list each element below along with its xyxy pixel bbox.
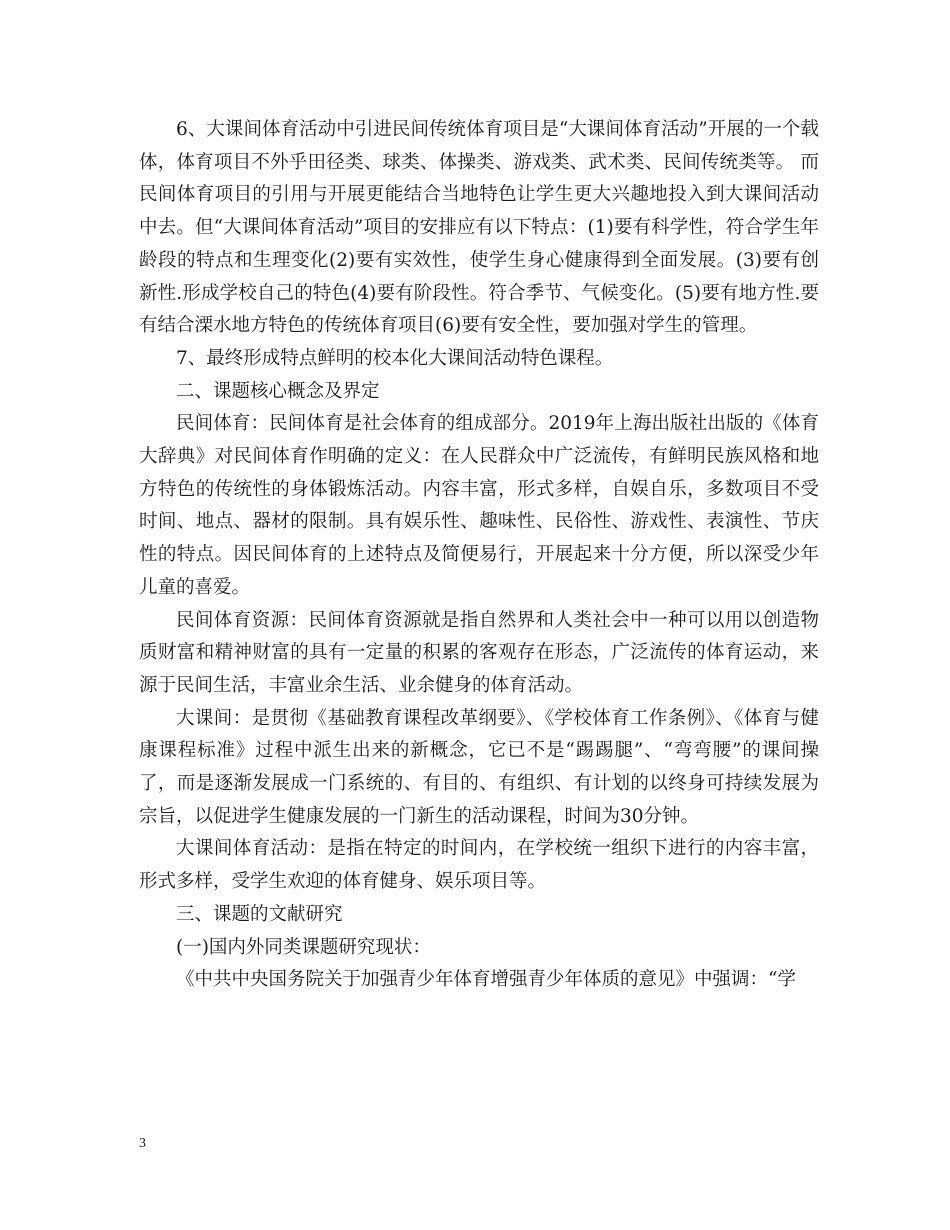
paragraph-folk-sports: 民间体育：民间体育是社会体育的组成部分。2019年上海出版社出版的《体育大辞典》对民间体育作明确的定义：在人民群众中广泛流传，有鲜明民族风格和地方特色的传统性的身体锻炼活动。内容丰富，形式多样，自娱自乐，多数项目不受时间、地点、器材的限制。具有娱乐性、趣味性、民俗性、游戏性、表演性、节庆性的特点。因民间体育的上述特点及简便易行，开展起来十分方便，所以深受少年儿童的喜爱。 [139, 413, 819, 598]
paragraph-folk-sports-resources: 民间体育资源：民间体育资源就是指自然界和人类社会中一种可以用以创造物质财富和精神财富的具有一定量的积累的客观存在形态，广泛流传的体育运动，来源于民间生活，丰富业余生活、业余健身的体育活动。 [139, 609, 819, 696]
paragraph-item-6: 6、大课间体育活动中引进民间传统体育项目是“大课间体育活动”开展的一个载体，体育项目不外乎田径类、球类、体操类、游戏类、武术类、民间传统类等。 而民间体育项目的引用与开展更能结合当地特色让学生更大兴趣地投入到大课间活动中去。但“大课间体育活动”项目的安排应有以下特点：(1)要有科学性，符合学生年龄段的特点和生理变化(2)要有实效性，使学生身心健康得到全面发展。(3)要有创新性.形成学校自己的特色(4)要有阶段性。符合季节、气候变化。(5)要有地方性.要有结合溧水地方特色的传统体育项目(6)要有安全性，要加强对学生的管理。 [139, 119, 819, 337]
paragraph-big-recess-activity: 大课间体育活动：是指在特定的时间内，在学校统一组织下进行的内容丰富，形式多样，受学生欢迎的体育健身、娱乐项目等。 [139, 838, 819, 893]
page-number: 3 [139, 1136, 146, 1151]
subsection-heading-research-status: (一)国内外同类课题研究现状： [176, 936, 431, 958]
document-body [139, 114, 819, 997]
paragraph-item-7: 7、最终形成特点鲜明的校本化大课间活动特色课程。 [176, 347, 614, 369]
paragraph-policy-quote: 《中共中央国务院关于加强青少年体育增强青少年体质的意见》中强调：“学 [176, 969, 796, 991]
paragraph-big-recess: 大课间：是贯彻《基础教育课程改革纲要》、《学校体育工作条例》、《体育与健康课程标准》过程中派生出来的新概念，它已不是“踢踢腿”、“弯弯腰”的课间操了，而是逐渐发展成一门系统的、有目的、有组织、有计划的以终身可持续发展为宗旨，以促进学生健康发展的一门新生的活动课程，时间为30分钟。 [139, 707, 819, 827]
section-heading-core-concepts: 二、课题核心概念及界定 [176, 380, 380, 402]
section-heading-literature: 三、课题的文献研究 [176, 903, 343, 925]
